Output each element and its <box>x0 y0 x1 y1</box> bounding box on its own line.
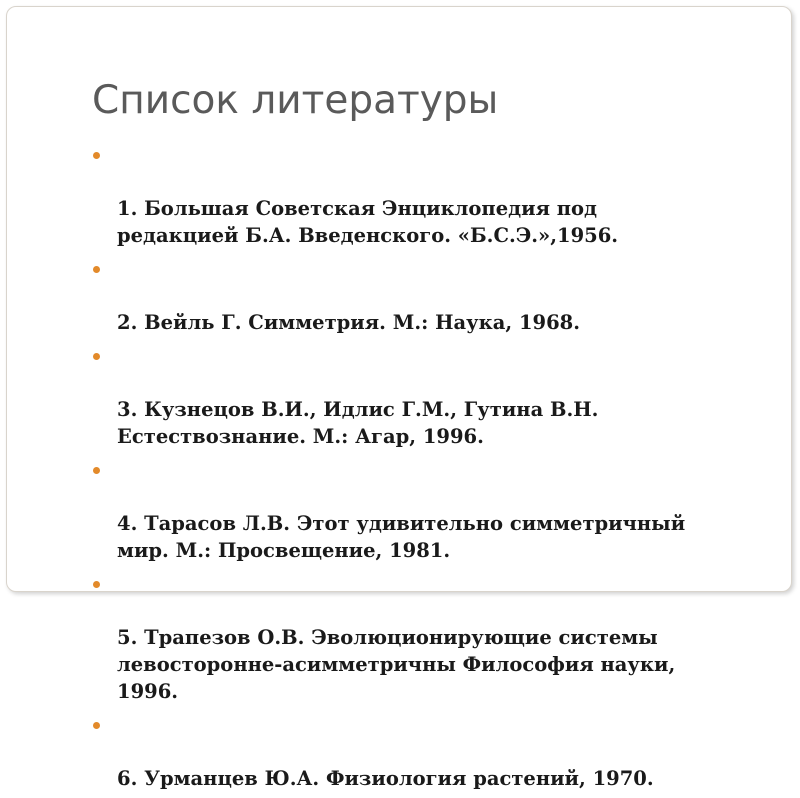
bullet-icon <box>93 266 100 273</box>
list-item <box>91 342 741 450</box>
list-item <box>91 570 741 705</box>
slide <box>6 6 792 790</box>
list-item <box>91 255 741 336</box>
list-item <box>91 711 741 792</box>
list-item-text: 5. Трапезов О.В. Эволюционирующие системы левосторонне-асимметричны Философия науки, 1996. <box>117 626 676 703</box>
list-item <box>91 141 741 249</box>
list-item-text: 4. Тарасов Л.В. Этот удивительно симметричный мир. М.: Просвещение, 1981. <box>117 512 686 562</box>
bullet-icon <box>93 152 100 159</box>
list-item-text: 1. Большая Советская Энциклопедия под редакцией Б.А. Введенского. «Б.С.Э.»,1956. <box>117 197 619 247</box>
slide-title: Список литературы <box>92 78 499 123</box>
list-item-text: 2. Вейль Г. Симметрия. М.: Наука, 1968. <box>117 311 581 334</box>
list-item-text: 3. Кузнецов В.И., Идлис Г.М., Гутина В.Н. Естествознание. М.: Агар, 1996. <box>117 398 599 448</box>
bullet-icon <box>93 353 100 360</box>
bullet-icon <box>93 467 100 474</box>
bibliography-list <box>91 141 741 798</box>
list-item-text: 6. Урманцев Ю.А. Физиология растений, 1970. <box>117 767 654 790</box>
bullet-icon <box>93 581 100 588</box>
bullet-icon <box>93 722 100 729</box>
list-item <box>91 456 741 564</box>
